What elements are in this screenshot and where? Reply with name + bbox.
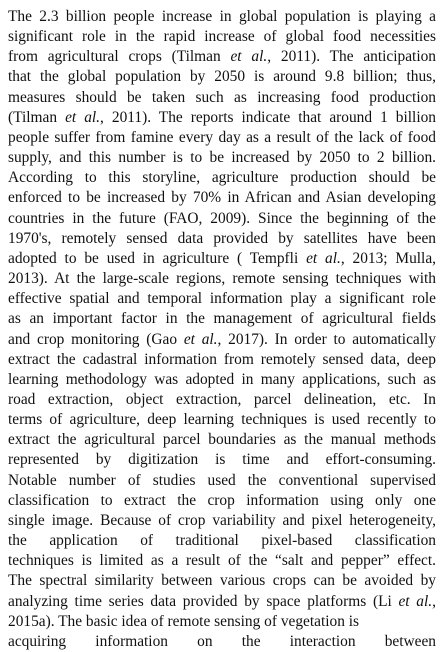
text-line [8,330,436,350]
text-line [8,430,436,450]
text-segment: learning methodology was adopted in many applications, such as [8,370,436,388]
text-line [8,128,436,148]
text-segment: 1970's, remotely sensed data provided by satellites have been [8,229,436,247]
text-segment: countries in the future (FAO, 2009). Since the beginning of the [8,209,436,227]
text-line [8,370,436,390]
text-line [8,450,436,470]
text-segment: techniques is limited as a result of the “salt and pepper” effect. [8,552,436,570]
text-segment: terms of agriculture, deep learning techniques is used recently to [8,411,436,429]
text-segment: , 2011). The reports indicate that around 1 billion [100,108,436,126]
text-line [8,632,436,652]
text-segment: , [432,592,436,610]
text-segment: extract the agricultural parcel boundaries as the manual methods [8,431,436,449]
text-line [8,27,436,47]
text-segment: enforced to be increased by 70% in African and Asian developing [8,189,436,207]
text-segment: , 2013; Mulla, [340,249,437,267]
text-line [8,491,436,511]
text-segment: The spectral similarity between various crops can be avoided by [8,572,436,590]
text-line [8,309,436,329]
text-segment: According to this storyline, agriculture production should be [8,169,436,187]
text-segment: acquiring information on the interaction between [8,632,436,650]
text-segment: significant role in the rapid increase of global food necessities [8,28,436,46]
text-line [8,209,436,229]
text-segment: the application of traditional pixel-based classification [8,532,436,550]
text-line [8,148,436,168]
text-segment: road extraction, object extraction, parcel delineation, etc. In [8,390,436,408]
text-segment: (Tilman [8,108,66,126]
text-line [8,108,436,128]
text-segment: extract the cadastral information from remotely sensed data, deep [8,350,436,368]
text-segment: that the global population by 2050 is around 9.8 billion; thus, [8,68,436,86]
italic-text: et al. [183,330,218,348]
text-line [8,168,436,188]
italic-text: et al. [65,108,101,126]
text-line [8,471,436,491]
text-line [8,531,436,551]
text-line [8,47,436,67]
text-segment: classification to extract the crop information using only one [8,491,436,509]
text-segment: Notable number of studies used the conventional supervised [8,471,436,489]
text-line [8,7,436,27]
text-line [8,67,436,87]
text-line [8,410,436,430]
italic-text: et al. [398,592,433,610]
text-line [8,229,436,249]
text-segment: as an important factor in the management of agricultural fields [8,310,436,328]
text-segment: 2015a). The basic idea of remote sensing of vegetation is [8,612,360,630]
italic-text: et al. [306,249,341,267]
text-segment: single image. Because of crop variability and pixel heterogeneity, [8,511,436,529]
text-segment: represented by digitization is time and effort-consuming. [8,451,436,469]
text-segment: supply, and this number is to be increased by 2050 to 2 billion. [8,149,436,167]
text-segment: The 2.3 billion people increase in global population is playing a [8,8,436,25]
italic-text: et al. [230,48,268,66]
text-line [8,289,436,309]
text-segment: and crop monitoring (Gao [8,330,184,348]
text-line [8,350,436,370]
text-line [8,390,436,410]
text-segment: , 2017). In order to automatically [217,330,436,348]
text-segment: effective spatial and temporal information play a significant role [8,290,436,308]
text-segment: people suffer from famine every day as a result of the lack of food [8,128,436,146]
text-line [8,612,436,632]
text-segment: analyzing time series data provided by space platforms (Li [8,592,399,610]
text-segment: from agricultural crops (Tilman [8,48,231,66]
text-segment: 2013). At the large-scale regions, remote sensing techniques with [8,270,436,288]
text-line [8,88,436,108]
text-line [8,592,436,612]
text-line [8,571,436,591]
text-line [8,551,436,571]
text-line [8,511,436,531]
text-line [8,188,436,208]
text-line [8,269,436,289]
text-segment: , 2011). The anticipation [267,48,436,66]
text-line [8,249,436,269]
body-paragraph [8,7,436,652]
text-segment: adopted to be used in agriculture ( Tempfli [8,249,307,267]
text-segment: measures should be taken such as increasing food production [8,88,436,106]
